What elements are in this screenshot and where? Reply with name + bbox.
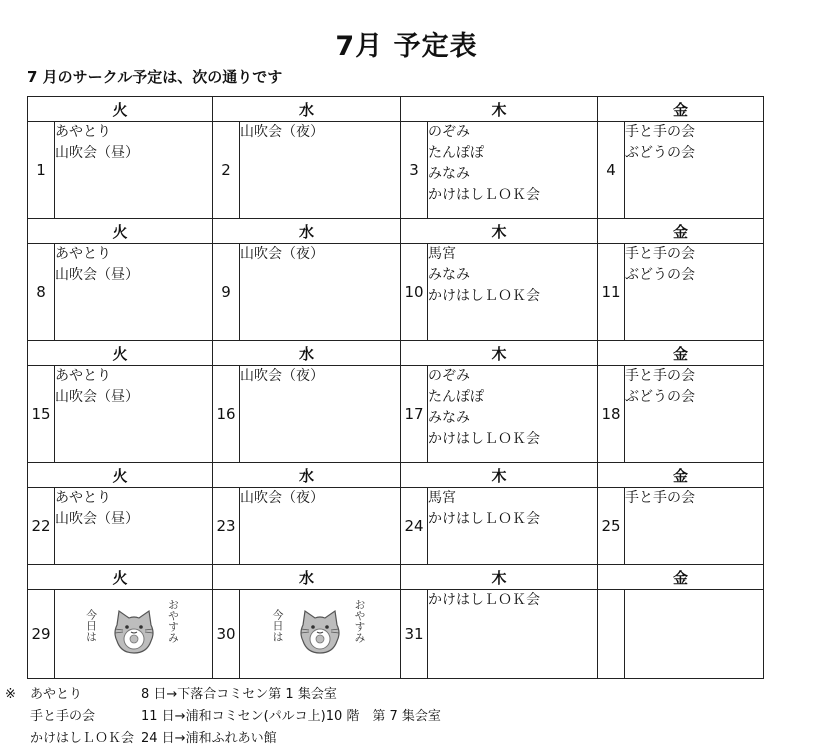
note-row bbox=[30, 728, 277, 750]
note-mark: ※ bbox=[5, 687, 16, 702]
weekday-header: 火 bbox=[28, 97, 213, 122]
event-item: 山吹会（昼） bbox=[55, 267, 139, 283]
day-number: 9 bbox=[213, 244, 240, 341]
day-number: 29 bbox=[28, 590, 55, 679]
event-item: かけはしＬＯＫ会 bbox=[428, 288, 541, 304]
day-events bbox=[240, 244, 401, 341]
day-events bbox=[428, 590, 598, 679]
event-item: みなみ bbox=[428, 166, 471, 182]
event-item: たんぽぽ bbox=[428, 389, 485, 405]
weekday-header: 金 bbox=[598, 565, 764, 590]
day-number: 10 bbox=[401, 244, 428, 341]
day-number: 24 bbox=[401, 488, 428, 565]
event-item: 手と手の会 bbox=[625, 246, 696, 262]
event-item: 手と手の会 bbox=[625, 124, 696, 140]
day-events bbox=[240, 122, 401, 219]
day-events bbox=[625, 366, 764, 463]
week-row bbox=[28, 590, 764, 679]
note-name: 手と手の会 bbox=[30, 709, 96, 724]
weekday-header: 木 bbox=[401, 341, 598, 366]
note-row bbox=[30, 684, 337, 706]
weekday-header-row bbox=[28, 565, 764, 590]
event-item: 山吹会（昼） bbox=[55, 145, 139, 161]
page-subtitle: 7 月のサークル予定は、次の通りです bbox=[27, 68, 283, 86]
weekday-header: 火 bbox=[28, 219, 213, 244]
event-item: 手と手の会 bbox=[625, 368, 696, 384]
event-item: あやとり bbox=[55, 368, 111, 384]
event-item: あやとり bbox=[55, 124, 111, 140]
day-number: 23 bbox=[213, 488, 240, 565]
day-events bbox=[55, 590, 213, 679]
day-events bbox=[428, 244, 598, 341]
week-row bbox=[28, 366, 764, 463]
day-number: 1 bbox=[28, 122, 55, 219]
note-name: あやとり bbox=[30, 687, 83, 702]
weekday-header: 木 bbox=[401, 219, 598, 244]
event-item: のぞみ bbox=[428, 368, 471, 384]
event-item: 山吹会（昼） bbox=[55, 389, 139, 405]
day-events bbox=[55, 366, 213, 463]
day-number: 15 bbox=[28, 366, 55, 463]
day-events bbox=[428, 488, 598, 565]
weekday-header: 火 bbox=[28, 565, 213, 590]
weekday-header: 火 bbox=[28, 341, 213, 366]
day-number bbox=[598, 590, 625, 679]
event-item: 山吹会（昼） bbox=[55, 511, 139, 527]
day-number: 3 bbox=[401, 122, 428, 219]
day-events bbox=[625, 488, 764, 565]
weekday-header: 木 bbox=[401, 97, 598, 122]
weekday-header-row bbox=[28, 341, 764, 366]
day-events bbox=[240, 590, 401, 679]
note-name: かけはしＬＯＫ会 bbox=[30, 731, 135, 746]
day-events bbox=[240, 366, 401, 463]
event-item: みなみ bbox=[428, 267, 471, 283]
event-item: 手と手の会 bbox=[625, 490, 696, 506]
day-events bbox=[625, 244, 764, 341]
event-item: かけはしＬＯＫ会 bbox=[428, 511, 541, 527]
event-item: あやとり bbox=[55, 490, 111, 506]
day-events bbox=[240, 488, 401, 565]
day-events bbox=[55, 122, 213, 219]
note-detail: 8 日→下落合コミセン第 1 集会室 bbox=[141, 687, 337, 702]
event-item: あやとり bbox=[55, 246, 111, 262]
day-number: 2 bbox=[213, 122, 240, 219]
weekday-header: 金 bbox=[598, 463, 764, 488]
weekday-header-row bbox=[28, 97, 764, 122]
event-item: 馬宮 bbox=[428, 246, 457, 262]
event-item: かけはしＬＯＫ会 bbox=[428, 592, 541, 608]
weekday-header-row bbox=[28, 219, 764, 244]
cat-donut-icon bbox=[293, 605, 347, 659]
weekday-header: 水 bbox=[213, 341, 401, 366]
weekday-header-row bbox=[28, 463, 764, 488]
event-item: ぶどうの会 bbox=[625, 267, 696, 283]
day-events bbox=[428, 366, 598, 463]
day-number: 8 bbox=[28, 244, 55, 341]
cat-donut-icon bbox=[107, 605, 161, 659]
day-number: 18 bbox=[598, 366, 625, 463]
day-number: 31 bbox=[401, 590, 428, 679]
cat-caption-left: 今日は bbox=[84, 609, 98, 642]
event-item: 山吹会（夜） bbox=[240, 368, 325, 384]
weekday-header: 水 bbox=[213, 97, 401, 122]
holiday-illustration bbox=[79, 595, 189, 669]
day-events bbox=[625, 590, 764, 679]
event-item: かけはしＬＯＫ会 bbox=[428, 431, 541, 447]
week-row bbox=[28, 488, 764, 565]
event-item: みなみ bbox=[428, 410, 471, 426]
page-title: 7月 予定表 bbox=[335, 31, 478, 62]
event-item: 馬宮 bbox=[428, 490, 457, 506]
note-detail: 24 日→浦和ふれあい館 bbox=[141, 731, 277, 746]
cat-caption-left: 今日は bbox=[271, 609, 285, 642]
event-item: 山吹会（夜） bbox=[240, 246, 325, 262]
cat-caption-right: おやすみ bbox=[166, 599, 180, 643]
weekday-header: 金 bbox=[598, 341, 764, 366]
note-detail: 11 日→浦和コミセン(パルコ上)10 階 第 7 集会室 bbox=[141, 709, 441, 724]
day-events bbox=[625, 122, 764, 219]
day-events bbox=[428, 122, 598, 219]
weekday-header: 水 bbox=[213, 565, 401, 590]
event-item: かけはしＬＯＫ会 bbox=[428, 187, 541, 203]
note-row bbox=[30, 706, 441, 728]
week-row bbox=[28, 122, 764, 219]
weekday-header: 水 bbox=[213, 219, 401, 244]
weekday-header: 金 bbox=[598, 219, 764, 244]
event-item: ぶどうの会 bbox=[625, 389, 696, 405]
weekday-header: 金 bbox=[598, 97, 764, 122]
day-number: 30 bbox=[213, 590, 240, 679]
day-number: 16 bbox=[213, 366, 240, 463]
day-number: 17 bbox=[401, 366, 428, 463]
day-number: 25 bbox=[598, 488, 625, 565]
weekday-header: 水 bbox=[213, 463, 401, 488]
schedule-table bbox=[27, 96, 764, 679]
weekday-header: 木 bbox=[401, 463, 598, 488]
week-row bbox=[28, 244, 764, 341]
event-item: たんぽぽ bbox=[428, 145, 485, 161]
holiday-illustration bbox=[265, 595, 375, 669]
event-item: のぞみ bbox=[428, 124, 471, 140]
day-events bbox=[55, 244, 213, 341]
event-item: 山吹会（夜） bbox=[240, 490, 325, 506]
day-number: 22 bbox=[28, 488, 55, 565]
day-number: 4 bbox=[598, 122, 625, 219]
weekday-header: 火 bbox=[28, 463, 213, 488]
cat-caption-right: おやすみ bbox=[353, 599, 367, 643]
weekday-header: 木 bbox=[401, 565, 598, 590]
event-item: ぶどうの会 bbox=[625, 145, 696, 161]
day-number: 11 bbox=[598, 244, 625, 341]
day-events bbox=[55, 488, 213, 565]
event-item: 山吹会（夜） bbox=[240, 124, 325, 140]
